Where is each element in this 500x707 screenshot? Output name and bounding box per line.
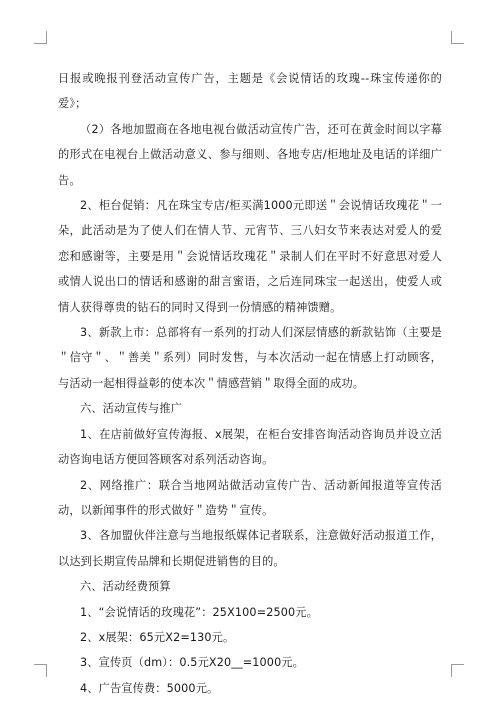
paragraph-online-promotion: 2、网络推广：联合当地网站做活动宣传广告、活动新闻报道等宣传活动，以新闻事件的形式做好＂造势＂宣传。 [58, 478, 442, 517]
paragraph-new-products: 3、新款上市：总部将有一系列的打动人们深层情感的新款钻饰（主要是＂信守＂、＂善美＂系列）同时发售，与本次活动一起在情感上打动顾客，与活动一起相得益彰的使本次＂情感营销＂取得全面的成功。 [58, 326, 442, 390]
document-body [58, 66, 442, 701]
budget-item-roses: 1、“会说情话的玫瑰花”：25X100=2500元。 [80, 605, 318, 619]
crop-mark-bottom-left [34, 664, 47, 677]
paragraph-counter-promotion: 2、柜台促销：凡在珠宝专店/柜买满1000元即送＂会说情话玫瑰花＂一朵，此活动是为了使人们在情人节、元宵节、三八妇女节来表达对爱人的爱恋和感谢等，主要是用＂会说情话玫瑰花＂录制人们在平时不好意思对爱人或情人说出口的情话和感谢的甜言蜜语，之后连同珠宝一起送出，使爱人或情人获得尊贵的钻石的同时又得到一份情感的精神馈赠。 [58, 199, 442, 314]
crop-mark-bottom-right [451, 664, 464, 677]
paragraph-store-posters: 1、在店前做好宣传海报、x展架，在柜台安排咨询活动咨询员并设立活动咨询电话方便回答顾客对系列活动咨询。 [58, 427, 442, 467]
crop-mark-top-left [34, 31, 47, 44]
paragraph-newspaper-ads: 日报或晚报刊登活动宣传广告，主题是《会说情话的玫瑰--珠宝传递你的爱》； [58, 72, 442, 111]
paragraph-tv-ads: （2）各地加盟商在各地电视台做活动宣传广告，还可在黄金时间以字幕的形式在电视台上做活动意义、参与细则、各地专店/柜地址及电话的详细广告。 [58, 122, 442, 187]
section-heading-budget: 六、活动经费预算 [80, 580, 171, 594]
budget-item-advertising: 4、广告宣传费：5000元。 [80, 681, 219, 695]
crop-mark-top-right [451, 31, 464, 44]
budget-item-display-stands: 2、x展架：65元X2=130元。 [80, 630, 235, 644]
section-heading-promotion: 六、活动宣传与推广 [80, 402, 183, 416]
budget-item-flyers: 3、宣传页（dm）：0.5元X20__=1000元。 [80, 656, 305, 670]
paragraph-media-contact: 3、各加盟伙伴注意与当地报纸媒体记者联系，注意做好活动报道工作，以达到长期宣传品牌和长期促进销售的目的。 [58, 529, 442, 568]
